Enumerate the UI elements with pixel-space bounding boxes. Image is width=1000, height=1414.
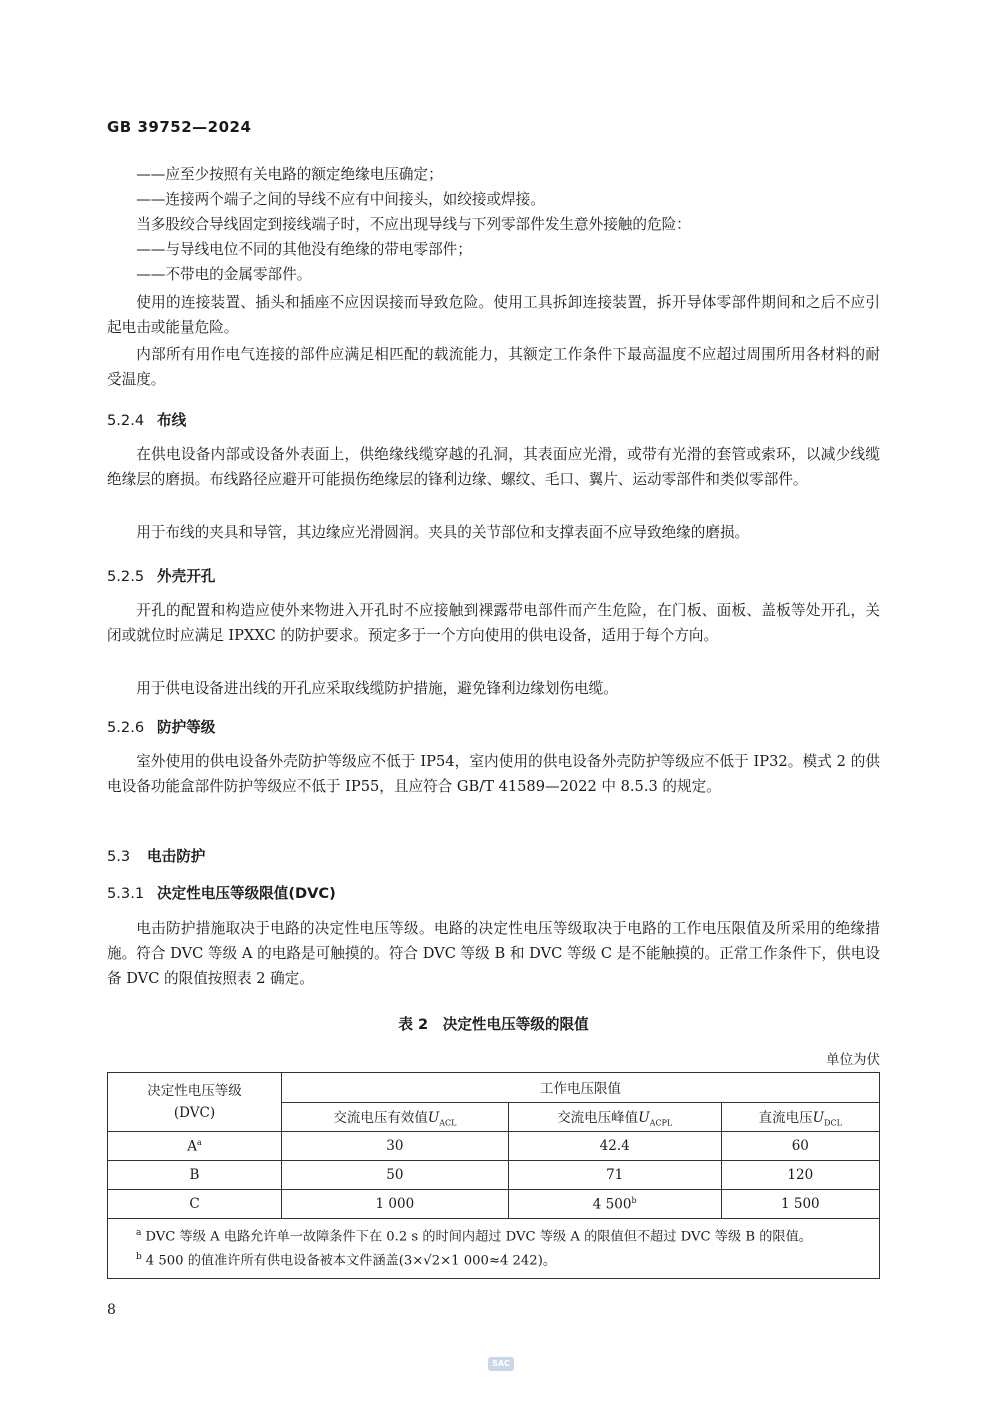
footnote-text: 4 500 的值准许所有供电设备被本文件涵盖(3×√2×1 000≈4 242)。	[145, 1253, 557, 1269]
section-title: 布线	[157, 412, 187, 429]
table-cell	[508, 1190, 721, 1219]
table-unit: 单位为伏	[826, 1052, 880, 1068]
section-title: 外壳开孔	[157, 568, 216, 585]
standard-code-header: GB 39752—2024	[107, 118, 252, 136]
table-cell: C	[108, 1190, 282, 1219]
table-header-acl	[282, 1102, 509, 1132]
dvc-limits-table	[107, 1072, 880, 1279]
section-number: 5.2.6	[107, 719, 145, 736]
header-text: 交流电压有效值	[333, 1109, 428, 1126]
paragraph: ——连接两个端子之间的导线不应有中间接头，如绞接或焊接。	[136, 191, 545, 208]
header-text: 直流电压	[758, 1109, 813, 1126]
table-row	[108, 1161, 880, 1190]
cell-text: A	[187, 1138, 197, 1155]
symbol: U	[427, 1109, 440, 1126]
table-cell: 120	[721, 1161, 879, 1190]
table-header-group: 工作电压限值	[282, 1073, 880, 1103]
table-notes	[108, 1219, 880, 1279]
paragraph: 用于供电设备进出线的开孔应采取线缆防护措施，避免锋利边缘划伤电缆。	[136, 680, 618, 697]
paragraph: ——与导线电位不同的其他没有绝缘的带电零部件；	[136, 241, 472, 258]
paragraph: ——不带电的金属零部件。	[136, 266, 312, 283]
paragraph: 电击防护措施取决于电路的决定性电压等级。电路的决定性电压等级取决于电路的工作电压限值及所采用的绝缘措施。符合 DVC 等级 A 的电路是可触摸的。符合 DVC 等级 B 和 DVC 等级 C 是不能触摸的。正常工作条件下，供电设备 DVC 的限值按照表 2 确定。	[107, 920, 880, 987]
section-number: 5.3.1	[107, 885, 145, 902]
paragraph: 室外使用的供电设备外壳防护等级应不低于 IP54，室内使用的供电设备外壳防护等级应不低于 IP32。模式 2 的供电设备功能盒部件防护等级应不低于 IP55，且应符合 GB/T 41589—2022 中 8.5.3 的规定。	[107, 753, 880, 795]
paragraph: 使用的连接装置、插头和插座不应因误接而导致危险。使用工具拆卸连接装置，拆开导体零部件期间和之后不应引起电击或能量危险。	[107, 294, 880, 336]
section-heading-5-2-5	[107, 565, 215, 586]
section-title: 决定性电压等级限值(DVC)	[157, 885, 336, 902]
subscript: DCL	[824, 1118, 842, 1128]
section-heading-5-2-6	[107, 716, 215, 737]
table-cell: 1 500	[721, 1190, 879, 1219]
cell-text: 4 500	[592, 1196, 632, 1213]
page-number: 8	[107, 1302, 116, 1318]
symbol: U	[638, 1109, 650, 1126]
section-number: 5.2.5	[107, 568, 145, 585]
table-cell: 30	[282, 1132, 509, 1161]
paragraph: 用于布线的夹具和导管，其边缘应光滑圆润。夹具的关节部位和支撑表面不应导致绝缘的磨损。	[136, 524, 750, 541]
header-text: 决定性电压等级	[147, 1083, 242, 1099]
table-cell: 42.4	[508, 1132, 721, 1161]
footnote-mark: b	[136, 1252, 142, 1263]
paragraph: 当多股绞合导线固定到接线端子时，不应出现导线与下列零部件发生意外接触的危险：	[136, 216, 691, 233]
table-cell: B	[108, 1161, 282, 1190]
header-text: 交流电压峰值	[557, 1109, 639, 1126]
subscript: ACL	[439, 1118, 457, 1128]
table-caption: 表 2 决定性电压等级的限值	[398, 1016, 589, 1033]
footnote-mark: a	[196, 1137, 202, 1147]
paragraph: 开孔的配置和构造应使外来物进入开孔时不应接触到裸露带电部件而产生危险，在门板、面板、盖板等处开孔，关闭或就位时应满足 IPXXC 的防护要求。预定多于一个方向使用的供电设备，适用于每个方向。	[107, 602, 880, 644]
footnote-mark: a	[136, 1228, 142, 1238]
subscript: ACPL	[649, 1118, 673, 1128]
table-cell: 1 000	[282, 1190, 509, 1219]
header-text: (DVC)	[173, 1105, 216, 1121]
section-number: 5.3	[107, 848, 131, 865]
paragraph: ——应至少按照有关电路的额定绝缘电压确定；	[136, 166, 443, 183]
paragraph: 在供电设备内部或设备外表面上，供绝缘线缆穿越的孔洞，其表面应光滑，或带有光滑的套管或索环，以减少线缆绝缘层的磨损。布线路径应避开可能损伤绝缘层的锋利边缘、螺纹、毛口、翼片、运动零部件和类似零部件。	[107, 446, 880, 488]
table-header-dvc	[108, 1073, 282, 1132]
table-cell	[108, 1132, 282, 1161]
section-title: 防护等级	[157, 719, 216, 736]
section-number: 5.2.4	[107, 412, 145, 429]
table-cell: 60	[721, 1132, 879, 1161]
section-heading-5-2-4	[107, 409, 186, 430]
footnote-mark: b	[631, 1195, 637, 1205]
symbol: U	[812, 1109, 825, 1126]
sac-watermark-logo: SAC	[488, 1357, 514, 1371]
table-cell: 50	[282, 1161, 509, 1190]
table-cell: 71	[508, 1161, 721, 1190]
footnote-text: DVC 等级 A 电路允许单一故障条件下在 0.2 s 的时间内超过 DVC 等级 A 的限值但不超过 DVC 等级 B 的限值。	[145, 1229, 812, 1245]
section-heading-5-3	[107, 845, 205, 866]
footnote-b	[136, 1247, 871, 1271]
footnote-a	[136, 1223, 871, 1247]
section-title: 电击防护	[147, 848, 206, 865]
table-notes-row	[108, 1219, 880, 1279]
table-row	[108, 1190, 880, 1219]
section-heading-5-3-1	[107, 882, 336, 903]
table-header-dcl	[721, 1102, 879, 1132]
table-row	[108, 1132, 880, 1161]
table-header-acpl	[508, 1102, 721, 1132]
paragraph: 内部所有用作电气连接的部件应满足相匹配的载流能力，其额定工作条件下最高温度不应超过周围所用各材料的耐受温度。	[107, 346, 880, 388]
